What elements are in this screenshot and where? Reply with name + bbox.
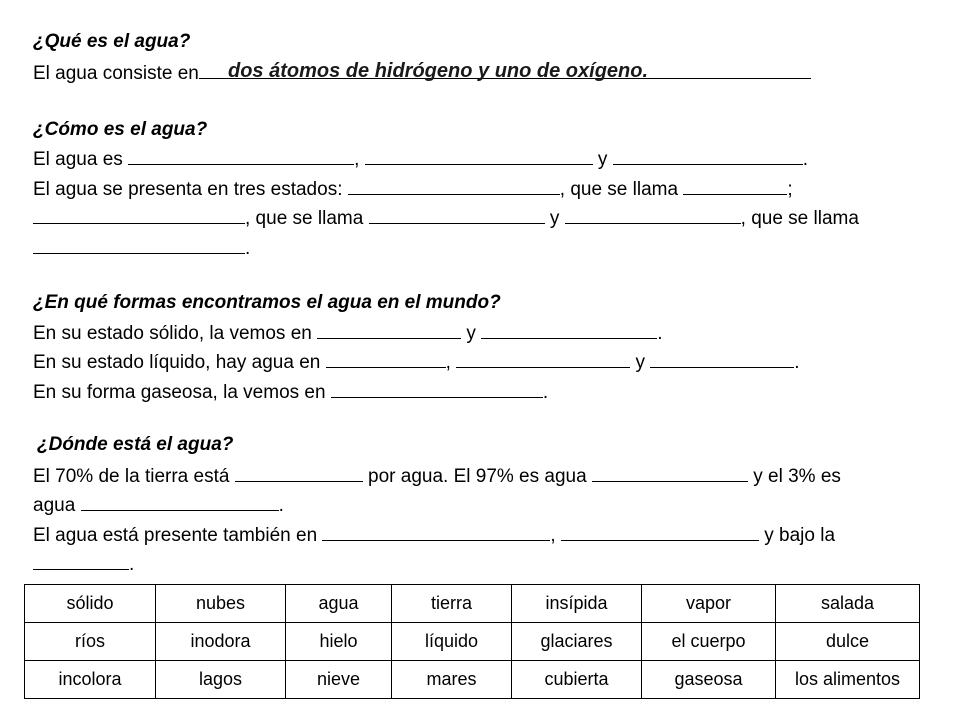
blank[interactable]	[683, 176, 787, 195]
blank[interactable]	[592, 463, 748, 482]
blank[interactable]	[650, 349, 794, 368]
blank[interactable]	[369, 205, 545, 224]
word-cell: líquido	[392, 623, 512, 661]
line-text: En su estado sólido, la vemos en	[33, 323, 312, 344]
blank[interactable]	[322, 522, 550, 541]
word-bank-table	[24, 584, 920, 699]
word-cell: salada	[776, 585, 920, 623]
line-text: El 70% de la tierra está	[33, 466, 230, 487]
word-cell: mares	[392, 661, 512, 699]
line-text: , que se llama	[245, 208, 364, 229]
blank[interactable]	[33, 205, 245, 224]
line-text: y el 3% es	[753, 466, 841, 487]
blank[interactable]	[128, 146, 354, 165]
period: .	[794, 352, 800, 373]
word-cell: ríos	[25, 623, 156, 661]
blank[interactable]	[331, 379, 543, 398]
line-estados-2	[33, 205, 859, 229]
line-presente-tambien	[33, 522, 835, 546]
word-cell: insípida	[512, 585, 642, 623]
word-cell: cubierta	[512, 661, 642, 699]
line-estado-solido	[33, 320, 662, 344]
period: .	[802, 149, 808, 170]
blank[interactable]	[33, 551, 129, 570]
conjunction: y	[466, 323, 476, 344]
period: .	[278, 495, 284, 516]
table-row	[25, 661, 920, 699]
handwritten-answer: dos átomos de hidrógeno y uno de oxígeno.	[228, 60, 649, 82]
line-text: agua	[33, 495, 76, 516]
line-text: El agua consiste en	[33, 63, 199, 84]
blank[interactable]	[317, 320, 461, 339]
comma: ,	[354, 149, 360, 170]
line-text: El agua se presenta en tres estados:	[33, 179, 343, 200]
line-text: , que se llama	[740, 208, 859, 229]
line-70-porciento	[33, 463, 841, 487]
line-text: El agua está presente también en	[33, 525, 318, 546]
line-text: y bajo la	[764, 525, 836, 546]
blank[interactable]	[348, 176, 560, 195]
word-cell: gaseosa	[642, 661, 776, 699]
heading-donde-esta-el-agua: ¿Dónde está el agua?	[37, 434, 234, 455]
line-text: , que se llama	[559, 179, 679, 200]
heading-como-es-el-agua: ¿Cómo es el agua?	[33, 119, 208, 140]
word-cell: agua	[286, 585, 392, 623]
line-estado-liquido	[33, 349, 800, 373]
line-tres-estados	[33, 176, 793, 200]
heading-que-es-el-agua: ¿Qué es el agua?	[33, 31, 191, 52]
line-bajo-la	[33, 551, 134, 575]
comma: ,	[445, 352, 451, 373]
word-cell: lagos	[156, 661, 286, 699]
period: .	[657, 323, 663, 344]
word-cell: glaciares	[512, 623, 642, 661]
word-cell: sólido	[25, 585, 156, 623]
blank[interactable]	[326, 349, 446, 368]
semicolon: ;	[787, 179, 793, 200]
table-row	[25, 623, 920, 661]
conjunction: y	[635, 352, 645, 373]
line-agua-es	[33, 146, 808, 170]
line-text: por agua. El 97% es agua	[368, 466, 587, 487]
blank[interactable]	[81, 492, 279, 511]
word-cell: tierra	[392, 585, 512, 623]
line-text: El agua es	[33, 149, 123, 170]
line-estados-3	[33, 235, 250, 259]
blank[interactable]	[561, 522, 759, 541]
line-agua-3	[33, 492, 284, 516]
word-cell: incolora	[25, 661, 156, 699]
word-cell: el cuerpo	[642, 623, 776, 661]
word-cell: los alimentos	[776, 661, 920, 699]
line-text: En su forma gaseosa, la vemos en	[33, 382, 326, 403]
word-cell: vapor	[642, 585, 776, 623]
word-cell: inodora	[156, 623, 286, 661]
blank[interactable]	[235, 463, 363, 482]
blank[interactable]	[456, 349, 630, 368]
blank[interactable]	[33, 235, 245, 254]
blank[interactable]	[481, 320, 657, 339]
heading-en-que-formas: ¿En qué formas encontramos el agua en el mundo?	[33, 292, 501, 313]
blank[interactable]	[613, 146, 803, 165]
table-row	[25, 585, 920, 623]
blank[interactable]	[565, 205, 741, 224]
conjunction: y	[597, 149, 608, 170]
blank[interactable]	[365, 146, 593, 165]
conjunction: y	[549, 208, 560, 229]
word-cell: hielo	[286, 623, 392, 661]
line-text: En su estado líquido, hay agua en	[33, 352, 321, 373]
word-cell: nubes	[156, 585, 286, 623]
period: .	[129, 554, 135, 575]
line-forma-gaseosa	[33, 379, 548, 403]
comma: ,	[550, 525, 556, 546]
word-cell: dulce	[776, 623, 920, 661]
period: .	[542, 382, 549, 403]
period: .	[245, 238, 251, 259]
word-cell: nieve	[286, 661, 392, 699]
